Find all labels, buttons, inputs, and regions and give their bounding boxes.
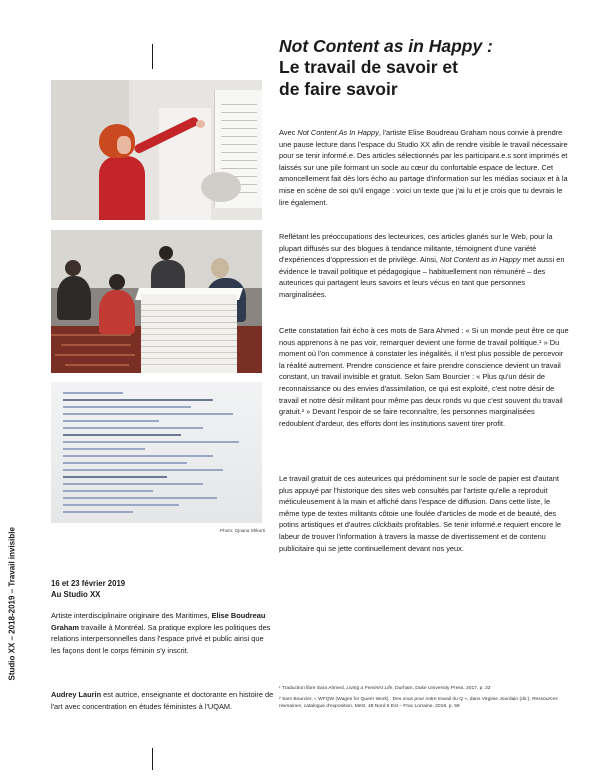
event-dates: 16 et 23 février 2019 [51,579,126,588]
footnotes [279,685,570,714]
paragraph-3: Cette constatation fait écho à ces mots de Sara Ahmed : « Si un monde peut être ce que nous apprenons à ne pas voir, remarquer devient une forme de travail politique.¹ » Du moment où l'on commence à constater les inégalités, il n'est plus possible de percevoir la réalité autrement. Prendre conscience et faire prendre conscience devient un travail constant, un travail invisible et gratuit. Selon Sam Bourcier : « Plus qu'un désir de reconnaissance ou des envies d'assimilation, ce qui est exploité, c'est notre désir de travail et notre désir militant pour même pas deux ronds vu que c'est souvent du travail gratuit.² » Devant l'espoir de se faire reconnaître, les personnes marginalisées redoublent d'ardeur, des efforts dont les institutions savent tirer profit. [279,326,569,428]
article-title [279,36,579,100]
footnote-2: ² Sam Bourcier, « WFQW (Wages for Queer Work) : Des sous pour notre travail du Q », dans Virginie Jourdain (dir.), Ressources Humaines, catalogue d'exposition, Metz, 49 Nord 6 Est – Frac Lorraine, 2018, p. 59 [279,696,558,710]
event-venue: Au Studio XX [51,590,101,599]
photo-browsing-history [51,382,262,523]
artist-name: Elise Boudreau Graham [51,611,266,632]
paragraph-2: Reflétant les préoccupations des lecteurices, ces articles glanés sur le Web, pour la plupart diffusés sur des blogues à tendance militante, témoignent d'une variété d'expériences d'oppression et de privilège. Ainsi, Not Content as in Happy met aussi en évidence le travail politique et pédagogique – habituellement non rémunéré – des auteurices qui partagent leurs savoirs et leurs vécus en tant que personnes marginalisées. [279,232,565,299]
running-head [0,488,20,684]
paragraph-1: Avec Not Content As In Happy, l'artiste Elise Boudreau Graham nous convie à prendre une pause lecture dans l'espace du Studio XX afin de rendre visible le travail nécessaire pour se tenir informé.e. Des articles sélectionnés par les participant.e.s sont imprimés et laissés sur une pile formant un socle au cœur du confortable espace de lecture. Cet amoncellement fait dès lors écho au partage d'information sur les médias sociaux et à la mise en scène de soi qu'il engage : voici un texte que j'ai lu et je crois que tu devrais le lire également. [279,128,568,207]
paragraph-4: Le travail gratuit de ces auteurices qui prédominent sur le socle de papier est d'autant plus appuyé par l'historique des sites web consultés par l'artiste qu'elle a reproduit méticuleusement à la main et affiché dans l'espace de diffusion. Dans cette liste, le même type de textes militants côtoie une foulée d'articles de mode et de beauté, des potins artistiques et d'autres clickbaits profitables. Se tenir informé.e requiert encore le labeur de trouver l'information à travers la masse de divertissement et de contenu publicitaire qui se jette continuellement devant nos yeux. [279,474,562,553]
author-bio: Audrey Laurin est autrice, enseignante et doctorante en histoire de l'art avec concentration en études féministes à l'UQAM. [51,690,274,711]
top-rule [152,44,153,69]
bottom-rule [152,748,153,770]
artist-bio: Artiste interdisciplinaire originaire des Maritimes, Elise Boudreau Graham travaille à Montréal. Sa pratique explore les politiques des relations interpersonnelles dans l'espace privé et public ainsi que les façons dont le corps féminin s'y inscrit. [51,611,271,655]
author-name: Audrey Laurin [51,690,102,699]
title-line-2: Le travail de savoir et [279,57,458,78]
running-head-text: Studio XX – 2018-2019 – Travail invisible [7,527,17,681]
title-line-3: de faire savoir [279,78,398,99]
photo-credit: Photo: Gjoana Shkurti [220,528,265,533]
photo-reading-space [51,230,262,373]
photo-artist-pointing [51,80,262,220]
title-line-1: Not Content as in Happy : [279,36,493,56]
footnote-1: ¹ Traduction libre Sara Ahmed, Living a Feminist Life, Durham, Duke University Press, 2017, p. 32 [279,686,491,691]
